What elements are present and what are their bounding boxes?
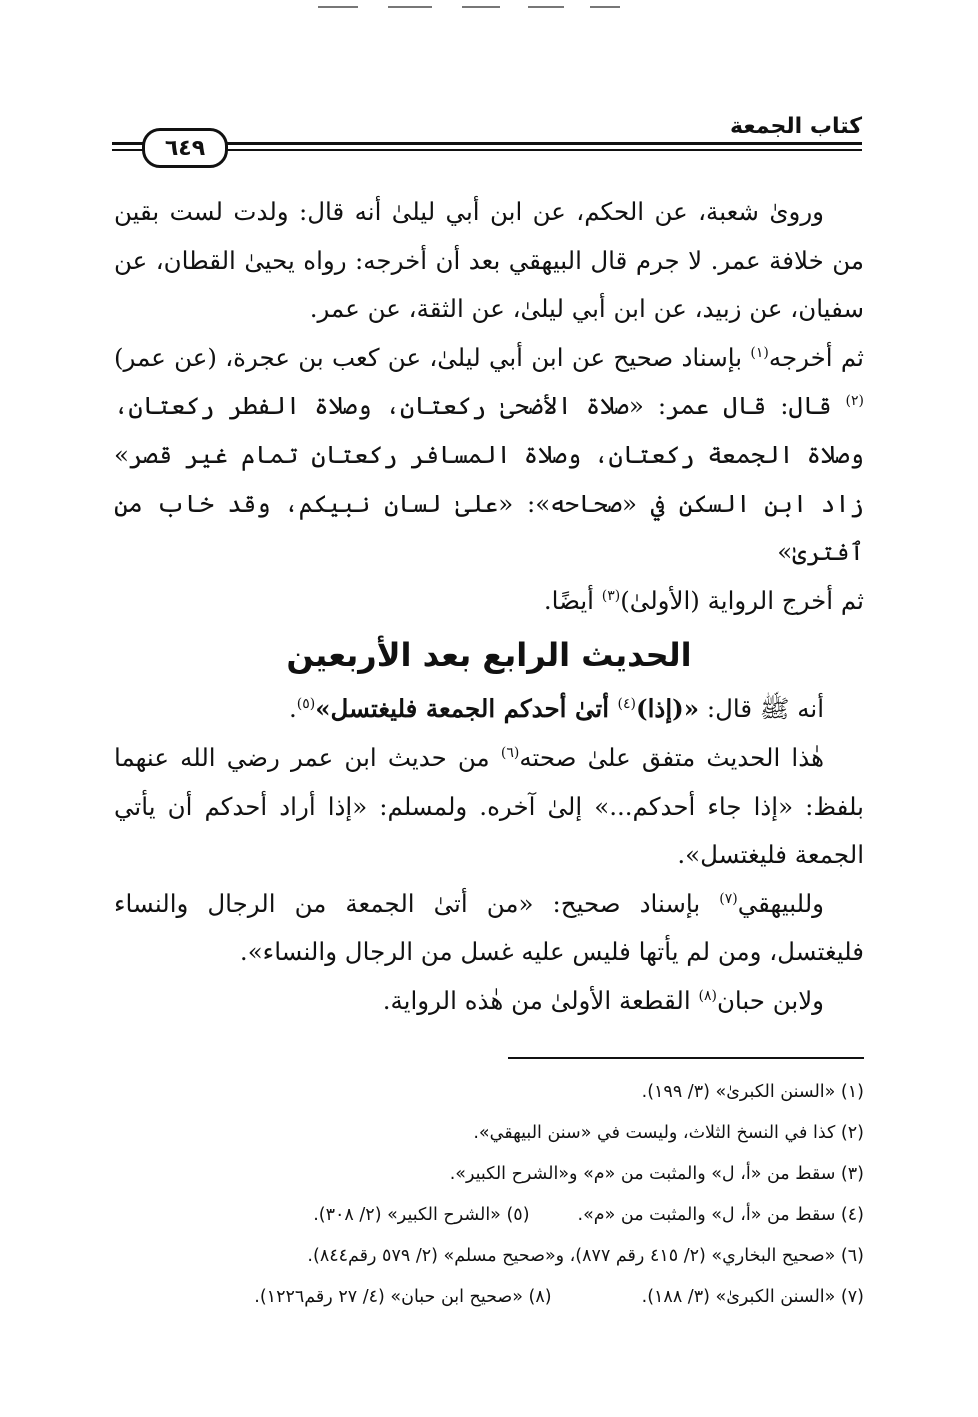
footnote-ref: (٥) bbox=[296, 696, 316, 713]
footnote: (٦) «صحيح البخاري» (٢/ ٤١٥ رقم ٨٧٧)، و«صحيح مسلم» (٢/ ٥٧٩ رقم٨٤٤). bbox=[307, 1246, 864, 1266]
footnote: (٨) «صحيح ابن حبان» (٤/ ٢٧ رقم١٢٢٦). bbox=[254, 1287, 552, 1307]
running-head: كتاب الجمعة bbox=[730, 114, 862, 139]
paragraph: وروىٰ شعبة، عن الحكم، عن ابن أبي ليلىٰ أنه قال: ولدت لست بقين من خلافة عمر. لا جرم قال البيهقي بعد أن أخرجه: رواه يحيىٰ القطان، عن سفيان، عن زبيد، عن ابن أبي ليلىٰ، عن الثقة، عن عمر. bbox=[114, 197, 864, 324]
section-heading: الحديث الرابع بعد الأربعين bbox=[286, 636, 692, 675]
footnote-ref: (١) bbox=[750, 344, 769, 361]
footnote-separator bbox=[508, 1057, 864, 1059]
footnote: (٣) سقط من «أ، ل» والمثبت من «م» و«الشرح الكبير». bbox=[449, 1164, 864, 1184]
footnote-line bbox=[114, 1277, 864, 1318]
footnotes bbox=[114, 1072, 864, 1318]
paragraph: ثم أخرجه$^{(١)}$ بإسناد صحيح عن ابن أبي ليلىٰ، عن كعب بن عجرة، (عن عمر)$^{(٢)}$ قال: قال عمر: «صلاة الأضحىٰ ركعتان، وصلاة الفطر ركعتان، وصلاة الجمعة ركعتان، وصلاة المسافر ركعتان تمام غير قصر» زاد ابن السكن في «صحاحه»: «علىٰ لسان نبيكم، وقد خاب من ٱفترىٰ» bbox=[114, 342, 864, 567]
footnote: (٥) «الشرح الكبير» (٢/ ٣٠٨). bbox=[313, 1205, 530, 1225]
paragraph: هٰذا الحديث متفق علىٰ صحته$^{(٦)}$ من حديث ابن عمر رضي الله عنهما بلفظ: «إذا جاء أحدكم...» إلىٰ آخره. ولمسلم: «إذا أراد أحدكم أن يأتي الجمعة فليغتسل». bbox=[114, 742, 864, 870]
page-number: ٦٤٩ bbox=[142, 128, 228, 168]
hadith-text: أنه ﷺ قال: «(إذا)$^{(٤)}$ أتىٰ أحدكم الجمعة فليغتسل»$^{(٥)}$. bbox=[288, 694, 824, 724]
footnote-ref: (٢) bbox=[845, 393, 864, 410]
footnote: (٢) كذا في النسخ الثلاث، وليست في «سنن البيهقي». bbox=[473, 1123, 864, 1143]
footnote-ref: (٤) bbox=[617, 696, 637, 713]
footnote: (٧) «السنن الكبرىٰ» (٣/ ١٨٨). bbox=[641, 1287, 864, 1307]
paragraph: ثم أخرج الرواية (الأولىٰ)$^{(٣)}$ أيضًا. bbox=[543, 585, 864, 615]
footnote-ref: (٦) bbox=[500, 744, 520, 761]
footnote: (٤) سقط من «أ، ل» والمثبت من «م». bbox=[577, 1205, 864, 1225]
paragraph: ولابن حبان$^{(٨)}$ القطعة الأولىٰ من هٰذه الرواية. bbox=[382, 985, 824, 1015]
footnote-line bbox=[114, 1195, 864, 1236]
footnote-ref: (٨) bbox=[698, 987, 717, 1004]
footnote-ref: (٧) bbox=[719, 890, 738, 907]
scan-marks bbox=[0, 0, 978, 10]
footnote-ref: (٣) bbox=[601, 587, 621, 604]
footnote: (١) «السنن الكبرىٰ» (٣/ ١٩٩). bbox=[641, 1082, 864, 1102]
main-text bbox=[114, 188, 864, 1026]
page-header bbox=[112, 108, 862, 161]
paragraph: وللبيهقي$^{(٧)}$ بإسناد صحيح: «من أتىٰ الجمعة من الرجال والنساء فليغتسل، ومن لم يأتها فليس عليه غسل من الرجال والنساء». bbox=[114, 888, 864, 967]
